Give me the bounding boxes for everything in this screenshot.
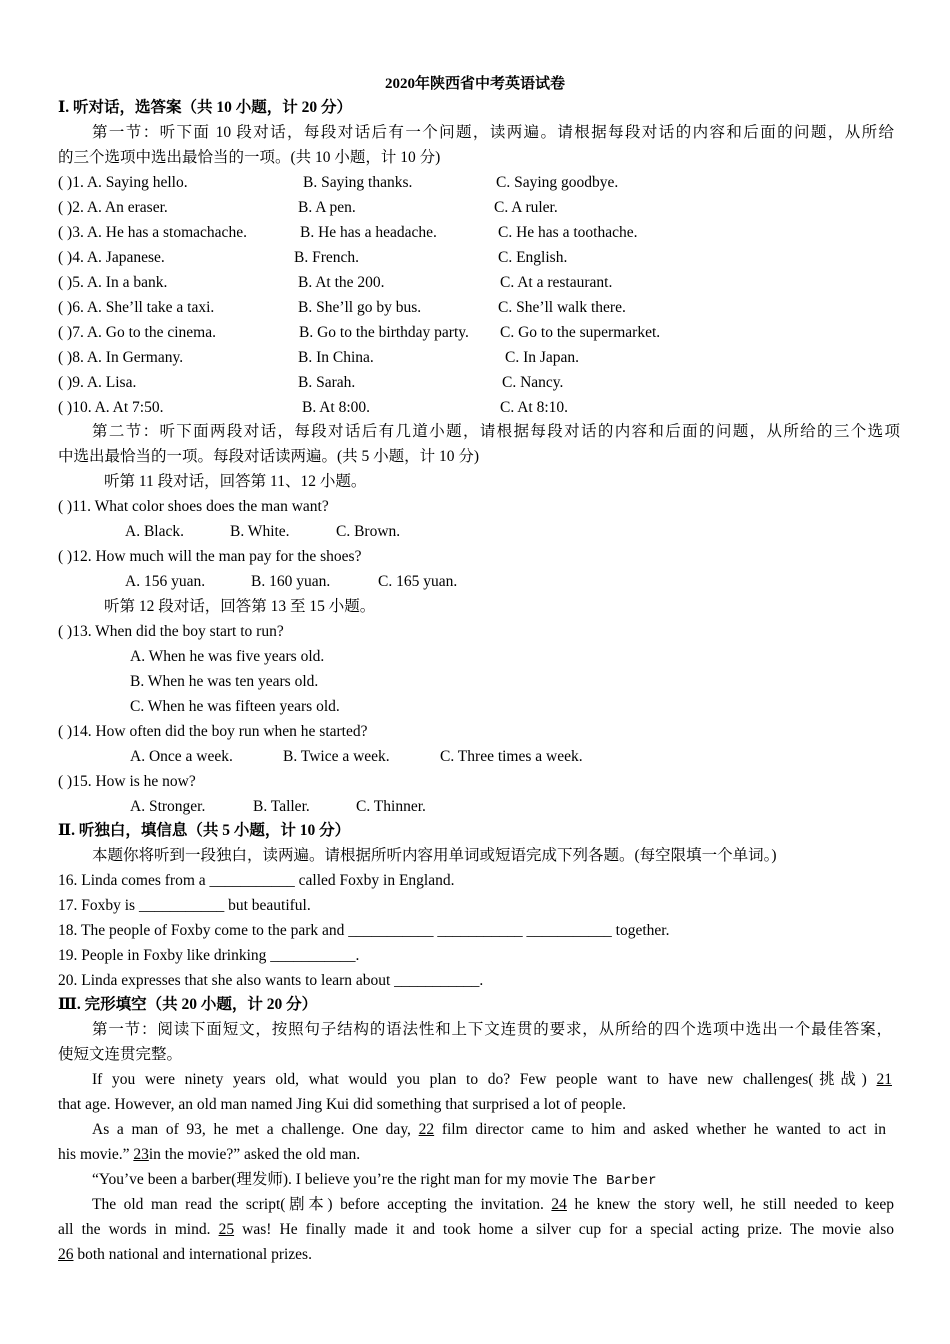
option-c: C. When he was fifteen years old.: [130, 698, 340, 715]
fill-line-19: 19. People in Foxby like drinking ___________.: [58, 947, 360, 964]
question-option-c: C. Saying goodbye.: [496, 174, 619, 191]
option-b: B. 160 yuan.: [251, 573, 331, 590]
question-option-c: C. He has a toothache.: [498, 224, 638, 241]
part2-intro: 本题你将听到一段独白，读两遍。请根据所听内容用单词或短语完成下列各题。(每空限填一个单词。): [92, 847, 777, 864]
option-c: C. 165 yuan.: [378, 573, 458, 590]
page-title: 2020年陕西省中考英语试卷: [384, 76, 565, 92]
passage-text: was! He finally made it and took home a silver cup for a special acting prize. The movie also: [242, 1221, 895, 1238]
question-option-c: C. Go to the supermarket.: [500, 324, 661, 341]
passage-text: The old man read the script(剧本) before accepting the invitation.: [92, 1196, 544, 1213]
question-option-a: ( )3. A. He has a stomachache.: [58, 224, 247, 241]
question-option-a: ( )4. A. Japanese.: [58, 249, 165, 266]
question-option-a: ( )8. A. In Germany.: [58, 349, 184, 366]
question-15: ( )15. How is he now?: [58, 773, 196, 790]
passage-text: film director came to him and asked whether he wanted to act in: [441, 1121, 886, 1138]
option-b: B. When he was ten years old.: [130, 673, 319, 690]
blank-22: 22: [418, 1121, 435, 1138]
question-option-a: ( )10. A. At 7:50.: [58, 399, 164, 416]
passage-text: both national and international prizes.: [77, 1246, 312, 1263]
question-option-b: B. A pen.: [298, 199, 356, 216]
option-a: A. Stronger.: [130, 798, 206, 815]
question-option-b: B. At 8:00.: [302, 399, 371, 416]
passage-line: [58, 1145, 360, 1165]
passage-text: “You’ve been a barber(理发师). I believe you’re the right man for my movie: [92, 1171, 569, 1188]
passage-text: If you were ninety years old, what would you plan to do? Few people want to have new challenges(挑战): [92, 1071, 867, 1088]
question-option-b: B. Saying thanks.: [303, 174, 413, 191]
part2-heading: Ⅱ. 听独白，填信息（共 5 小题，计 10 分）: [58, 822, 351, 839]
option-a: A. 156 yuan.: [125, 573, 206, 590]
passage-line: [92, 1070, 892, 1090]
question-option-a: ( )7. A. Go to the cinema.: [58, 324, 216, 341]
listen-instruction-11: 听第 11 段对话，回答第 11、12 小题。: [104, 473, 367, 490]
fill-line-20: 20. Linda expresses that she also wants to learn about ___________.: [58, 972, 484, 989]
question-11: ( )11. What color shoes does the man want?: [58, 498, 329, 515]
option-a: A. Black.: [125, 523, 184, 540]
question-option-b: B. She’ll go by bus.: [298, 299, 422, 316]
question-option-b: B. French.: [294, 249, 360, 266]
part1-heading: Ⅰ. 听对话，选答案（共 10 小题，计 20 分）: [58, 99, 353, 116]
fill-line-17: 17. Foxby is ___________ but beautiful.: [58, 897, 311, 914]
option-b: B. Twice a week.: [283, 748, 390, 765]
option-a: A. When he was five years old.: [130, 648, 325, 665]
question-option-a: ( )1. A. Saying hello.: [58, 174, 188, 191]
part1-sec1-intro-line1: 第一节：听下面 10 段对话，每段对话后有一个问题，读两遍。请根据每段对话的内容和后面的问题，从所给: [92, 124, 894, 141]
passage-text: As a man of 93, he met a challenge. One day,: [92, 1121, 411, 1138]
listen-instruction-12: 听第 12 段对话，回答第 13 至 15 小题。: [104, 598, 376, 615]
question-option-a: ( )9. A. Lisa.: [58, 374, 137, 391]
passage-line: [92, 1120, 886, 1140]
passage-line: [92, 1195, 894, 1215]
question-option-c: C. At a restaurant.: [500, 274, 613, 291]
question-option-a: ( )2. A. An eraser.: [58, 199, 168, 216]
passage-text: his movie.”: [58, 1146, 130, 1163]
passage-line: [58, 1220, 894, 1240]
option-b: B. Taller.: [253, 798, 310, 815]
question-option-b: B. He has a headache.: [300, 224, 437, 241]
passage-line: [92, 1170, 657, 1191]
blank-25: 25: [218, 1221, 235, 1238]
part3-intro-line2: 使短文连贯完整。: [58, 1046, 183, 1063]
movie-title: The Barber: [572, 1173, 657, 1189]
question-option-c: C. English.: [498, 249, 568, 266]
question-option-c: C. At 8:10.: [500, 399, 569, 416]
question-option-b: B. Sarah.: [298, 374, 356, 391]
fill-line-16: 16. Linda comes from a ___________ called Foxby in England.: [58, 872, 455, 889]
option-c: C. Thinner.: [356, 798, 426, 815]
passage-line: [58, 1245, 312, 1265]
question-13: ( )13. When did the boy start to run?: [58, 623, 284, 640]
passage-line: that age. However, an old man named Jing Kui did something that surprised a lot of people.: [58, 1096, 627, 1113]
option-a: A. Once a week.: [130, 748, 233, 765]
fill-line-18: 18. The people of Foxby come to the park and ___________ ___________ ___________ together.: [58, 922, 670, 939]
question-option-b: B. Go to the birthday party.: [299, 324, 469, 341]
option-b: B. White.: [230, 523, 290, 540]
passage-text: he knew the story well, he still needed to keep: [574, 1196, 894, 1213]
question-option-c: C. A ruler.: [494, 199, 558, 216]
question-option-c: C. In Japan.: [505, 349, 580, 366]
question-option-a: ( )5. A. In a bank.: [58, 274, 168, 291]
question-option-b: B. At the 200.: [298, 274, 385, 291]
question-12: ( )12. How much will the man pay for the shoes?: [58, 548, 362, 565]
option-c: C. Brown.: [336, 523, 401, 540]
part1-sec1-intro-line2: 的三个选项中选出最恰当的一项。(共 10 小题，计 10 分): [58, 149, 441, 166]
question-option-c: C. Nancy.: [502, 374, 564, 391]
blank-21: 21: [876, 1071, 892, 1088]
part3-heading: Ⅲ. 完形填空（共 20 小题，计 20 分）: [58, 996, 318, 1013]
question-option-c: C. She’ll walk there.: [498, 299, 626, 316]
passage-text: all the words in mind.: [58, 1221, 211, 1238]
blank-26: 26: [58, 1246, 74, 1263]
blank-24: 24: [551, 1196, 567, 1213]
passage-text: in the movie?” asked the old man.: [148, 1146, 361, 1163]
blank-23: 23: [133, 1146, 149, 1163]
question-option-a: ( )6. A. She’ll take a taxi.: [58, 299, 215, 316]
question-14: ( )14. How often did the boy run when he started?: [58, 723, 368, 740]
part3-intro-line1: 第一节：阅读下面短文，按照句子结构的语法性和上下文连贯的要求，从所给的四个选项中选出一个最佳答案，: [92, 1021, 892, 1038]
part1-sec2-intro-line1: 第二节：听下面两段对话，每段对话后有几道小题，请根据每段对话的内容和后面的问题，从所给的三个选项: [92, 423, 900, 440]
option-c: C. Three times a week.: [440, 748, 583, 765]
question-option-b: B. In China.: [298, 349, 374, 366]
part1-sec2-intro-line2: 中选出最恰当的一项。每段对话读两遍。(共 5 小题，计 10 分): [58, 448, 480, 465]
